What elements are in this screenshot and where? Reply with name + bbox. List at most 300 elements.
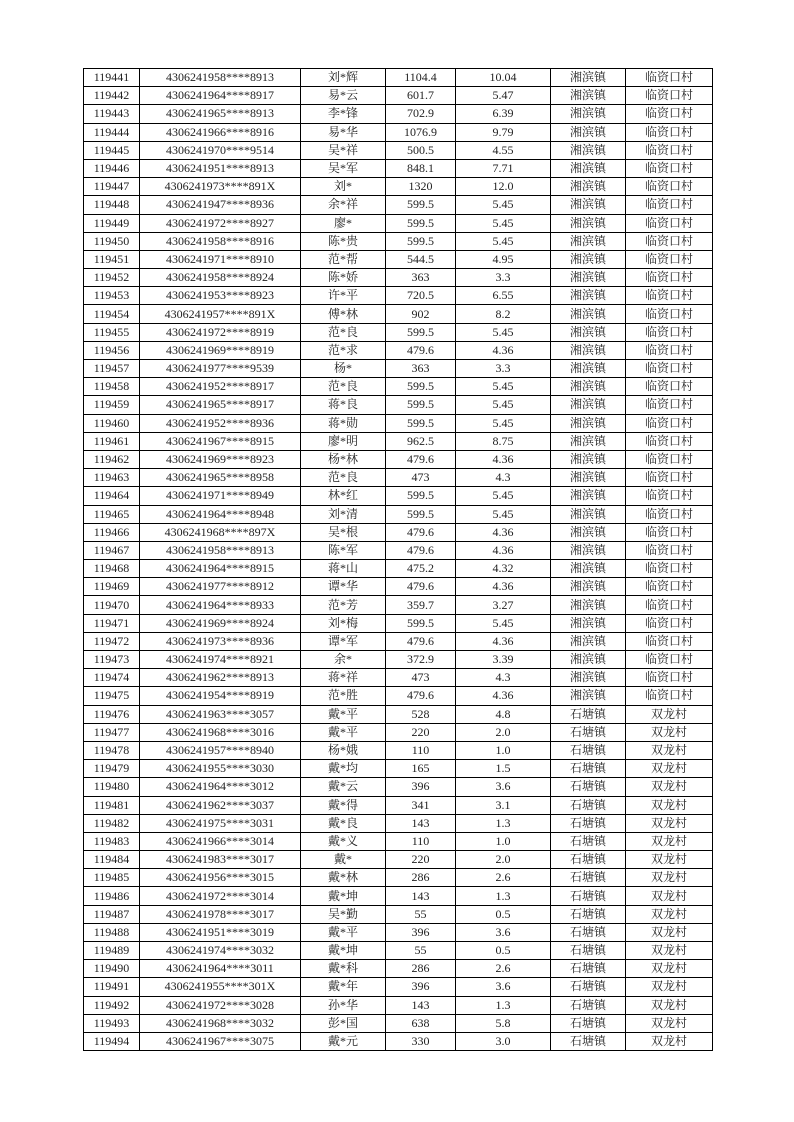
cell-town: 石塘镇: [551, 778, 626, 796]
table-row: [84, 178, 713, 196]
cell-row-number: 119488: [84, 923, 140, 941]
cell-village: 临资口村: [626, 141, 713, 159]
cell-area: 4.32: [456, 560, 551, 578]
cell-row-number: 119471: [84, 614, 140, 632]
cell-village: 临资口村: [626, 269, 713, 287]
cell-village: 临资口村: [626, 450, 713, 468]
cell-town: 湘滨镇: [551, 341, 626, 359]
cell-town: 湘滨镇: [551, 159, 626, 177]
cell-row-number: 119482: [84, 814, 140, 832]
cell-town: 湘滨镇: [551, 105, 626, 123]
table-row: [84, 269, 713, 287]
cell-area: 5.45: [456, 414, 551, 432]
cell-area: 0.5: [456, 905, 551, 923]
cell-area: 1.0: [456, 832, 551, 850]
cell-row-number: 119490: [84, 960, 140, 978]
cell-amount: 143: [386, 814, 456, 832]
cell-area: 1.3: [456, 887, 551, 905]
cell-town: 湘滨镇: [551, 578, 626, 596]
cell-id-number: 4306241969****8919: [140, 341, 301, 359]
cell-village: 双龙村: [626, 741, 713, 759]
cell-person-name: 谭*军: [301, 632, 386, 650]
cell-village: 双龙村: [626, 832, 713, 850]
cell-town: 石塘镇: [551, 851, 626, 869]
cell-town: 湘滨镇: [551, 469, 626, 487]
cell-id-number: 4306241972****3028: [140, 996, 301, 1014]
cell-town: 湘滨镇: [551, 523, 626, 541]
table-row: [84, 450, 713, 468]
cell-id-number: 4306241965****8958: [140, 469, 301, 487]
table-body: [84, 69, 713, 1051]
cell-row-number: 119470: [84, 596, 140, 614]
cell-row-number: 119462: [84, 450, 140, 468]
cell-amount: 902: [386, 305, 456, 323]
cell-village: 双龙村: [626, 705, 713, 723]
cell-row-number: 119468: [84, 560, 140, 578]
table-row: [84, 978, 713, 996]
cell-town: 石塘镇: [551, 705, 626, 723]
cell-row-number: 119459: [84, 396, 140, 414]
cell-amount: 143: [386, 887, 456, 905]
cell-person-name: 戴*平: [301, 723, 386, 741]
cell-village: 临资口村: [626, 687, 713, 705]
cell-area: 3.39: [456, 651, 551, 669]
cell-village: 临资口村: [626, 396, 713, 414]
cell-row-number: 119483: [84, 832, 140, 850]
cell-person-name: 范*求: [301, 341, 386, 359]
cell-village: 双龙村: [626, 923, 713, 941]
cell-amount: 599.5: [386, 214, 456, 232]
cell-row-number: 119486: [84, 887, 140, 905]
cell-row-number: 119460: [84, 414, 140, 432]
cell-id-number: 4306241955****3030: [140, 760, 301, 778]
table-row: [84, 851, 713, 869]
cell-id-number: 4306241967****3075: [140, 1032, 301, 1050]
table-row: [84, 814, 713, 832]
table-row: [84, 741, 713, 759]
cell-village: 临资口村: [626, 378, 713, 396]
cell-town: 石塘镇: [551, 723, 626, 741]
cell-village: 临资口村: [626, 596, 713, 614]
cell-id-number: 4306241972****8927: [140, 214, 301, 232]
table-row: [84, 832, 713, 850]
cell-town: 湘滨镇: [551, 287, 626, 305]
table-row: [84, 432, 713, 450]
cell-area: 5.45: [456, 505, 551, 523]
cell-village: 临资口村: [626, 305, 713, 323]
cell-row-number: 119456: [84, 341, 140, 359]
cell-town: 湘滨镇: [551, 123, 626, 141]
cell-village: 临资口村: [626, 469, 713, 487]
cell-village: 临资口村: [626, 87, 713, 105]
cell-id-number: 4306241952****8936: [140, 414, 301, 432]
cell-area: 6.39: [456, 105, 551, 123]
table-row: [84, 996, 713, 1014]
cell-person-name: 杨*: [301, 360, 386, 378]
cell-area: 1.5: [456, 760, 551, 778]
table-row: [84, 287, 713, 305]
cell-town: 湘滨镇: [551, 323, 626, 341]
cell-area: 2.0: [456, 723, 551, 741]
table-row: [84, 560, 713, 578]
table-row: [84, 396, 713, 414]
table-row: [84, 87, 713, 105]
cell-person-name: 陈*贵: [301, 232, 386, 250]
cell-area: 3.3: [456, 360, 551, 378]
cell-person-name: 范*帮: [301, 250, 386, 268]
cell-person-name: 吴*勤: [301, 905, 386, 923]
cell-amount: 396: [386, 978, 456, 996]
cell-person-name: 戴*平: [301, 923, 386, 941]
table-row: [84, 487, 713, 505]
cell-id-number: 4306241951****8913: [140, 159, 301, 177]
cell-row-number: 119489: [84, 942, 140, 960]
cell-person-name: 蒋*山: [301, 560, 386, 578]
cell-row-number: 119475: [84, 687, 140, 705]
cell-village: 双龙村: [626, 851, 713, 869]
cell-id-number: 4306241974****3032: [140, 942, 301, 960]
cell-town: 石塘镇: [551, 1014, 626, 1032]
cell-amount: 473: [386, 469, 456, 487]
cell-area: 9.79: [456, 123, 551, 141]
cell-amount: 599.5: [386, 505, 456, 523]
cell-person-name: 戴*林: [301, 869, 386, 887]
cell-amount: 1076.9: [386, 123, 456, 141]
table-row: [84, 632, 713, 650]
cell-village: 临资口村: [626, 178, 713, 196]
cell-person-name: 戴*元: [301, 1032, 386, 1050]
table-row: [84, 505, 713, 523]
cell-village: 临资口村: [626, 541, 713, 559]
cell-town: 湘滨镇: [551, 305, 626, 323]
cell-amount: 341: [386, 796, 456, 814]
table-row: [84, 578, 713, 596]
cell-amount: 702.9: [386, 105, 456, 123]
cell-town: 湘滨镇: [551, 178, 626, 196]
cell-town: 湘滨镇: [551, 669, 626, 687]
cell-area: 5.45: [456, 214, 551, 232]
cell-id-number: 4306241954****8919: [140, 687, 301, 705]
cell-amount: 479.6: [386, 687, 456, 705]
cell-town: 湘滨镇: [551, 414, 626, 432]
cell-area: 3.6: [456, 978, 551, 996]
cell-person-name: 谭*华: [301, 578, 386, 596]
table-row: [84, 596, 713, 614]
cell-person-name: 余*: [301, 651, 386, 669]
cell-town: 石塘镇: [551, 923, 626, 941]
cell-area: 4.36: [456, 687, 551, 705]
cell-person-name: 蒋*勋: [301, 414, 386, 432]
table-row: [84, 796, 713, 814]
cell-amount: 599.5: [386, 487, 456, 505]
cell-person-name: 戴*得: [301, 796, 386, 814]
cell-amount: 544.5: [386, 250, 456, 268]
cell-area: 4.3: [456, 469, 551, 487]
cell-person-name: 吴*军: [301, 159, 386, 177]
cell-amount: 599.5: [386, 378, 456, 396]
data-table: [83, 68, 713, 1051]
cell-person-name: 范*良: [301, 378, 386, 396]
cell-person-name: 傅*林: [301, 305, 386, 323]
cell-row-number: 119458: [84, 378, 140, 396]
cell-area: 1.3: [456, 814, 551, 832]
cell-amount: 110: [386, 832, 456, 850]
table-row: [84, 305, 713, 323]
cell-person-name: 蒋*良: [301, 396, 386, 414]
table-row: [84, 960, 713, 978]
cell-village: 临资口村: [626, 487, 713, 505]
cell-id-number: 4306241955****301X: [140, 978, 301, 996]
cell-id-number: 4306241964****8933: [140, 596, 301, 614]
cell-town: 湘滨镇: [551, 450, 626, 468]
table-row: [84, 869, 713, 887]
cell-row-number: 119442: [84, 87, 140, 105]
cell-amount: 479.6: [386, 632, 456, 650]
cell-village: 临资口村: [626, 614, 713, 632]
cell-amount: 479.6: [386, 341, 456, 359]
cell-id-number: 4306241962****3037: [140, 796, 301, 814]
cell-area: 2.0: [456, 851, 551, 869]
cell-area: 5.45: [456, 378, 551, 396]
cell-person-name: 余*祥: [301, 196, 386, 214]
cell-id-number: 4306241953****8923: [140, 287, 301, 305]
cell-town: 石塘镇: [551, 814, 626, 832]
cell-person-name: 杨*林: [301, 450, 386, 468]
cell-id-number: 4306241977****8912: [140, 578, 301, 596]
cell-area: 3.0: [456, 1032, 551, 1050]
cell-village: 双龙村: [626, 960, 713, 978]
cell-town: 湘滨镇: [551, 487, 626, 505]
table-row: [84, 323, 713, 341]
cell-town: 湘滨镇: [551, 69, 626, 87]
cell-person-name: 陈*娇: [301, 269, 386, 287]
cell-row-number: 119445: [84, 141, 140, 159]
cell-amount: 473: [386, 669, 456, 687]
cell-row-number: 119465: [84, 505, 140, 523]
cell-village: 临资口村: [626, 632, 713, 650]
cell-village: 临资口村: [626, 578, 713, 596]
cell-amount: 599.5: [386, 196, 456, 214]
cell-area: 4.8: [456, 705, 551, 723]
table-row: [84, 250, 713, 268]
table-row: [84, 123, 713, 141]
cell-row-number: 119463: [84, 469, 140, 487]
table-row: [84, 723, 713, 741]
table-row: [84, 469, 713, 487]
cell-person-name: 范*良: [301, 469, 386, 487]
table-row: [84, 214, 713, 232]
cell-town: 湘滨镇: [551, 541, 626, 559]
cell-village: 双龙村: [626, 1014, 713, 1032]
cell-id-number: 4306241972****8919: [140, 323, 301, 341]
cell-person-name: 林*红: [301, 487, 386, 505]
cell-id-number: 4306241969****8923: [140, 450, 301, 468]
cell-person-name: 范*芳: [301, 596, 386, 614]
cell-id-number: 4306241962****8913: [140, 669, 301, 687]
cell-row-number: 119480: [84, 778, 140, 796]
cell-person-name: 廖*: [301, 214, 386, 232]
cell-id-number: 4306241957****8940: [140, 741, 301, 759]
cell-id-number: 4306241964****3012: [140, 778, 301, 796]
cell-row-number: 119450: [84, 232, 140, 250]
cell-person-name: 戴*平: [301, 705, 386, 723]
cell-row-number: 119453: [84, 287, 140, 305]
cell-person-name: 戴*年: [301, 978, 386, 996]
cell-village: 双龙村: [626, 905, 713, 923]
cell-amount: 396: [386, 778, 456, 796]
cell-town: 石塘镇: [551, 1032, 626, 1050]
cell-village: 双龙村: [626, 760, 713, 778]
cell-id-number: 4306241970****9514: [140, 141, 301, 159]
cell-amount: 601.7: [386, 87, 456, 105]
cell-row-number: 119474: [84, 669, 140, 687]
cell-village: 临资口村: [626, 287, 713, 305]
table-row: [84, 232, 713, 250]
cell-row-number: 119449: [84, 214, 140, 232]
cell-amount: 479.6: [386, 541, 456, 559]
cell-area: 4.95: [456, 250, 551, 268]
table-row: [84, 687, 713, 705]
table-row: [84, 1032, 713, 1050]
cell-id-number: 4306241978****3017: [140, 905, 301, 923]
cell-town: 石塘镇: [551, 978, 626, 996]
cell-town: 湘滨镇: [551, 214, 626, 232]
cell-row-number: 119472: [84, 632, 140, 650]
cell-id-number: 4306241966****8916: [140, 123, 301, 141]
cell-amount: 363: [386, 360, 456, 378]
cell-village: 临资口村: [626, 341, 713, 359]
cell-area: 5.45: [456, 196, 551, 214]
table-row: [84, 141, 713, 159]
cell-id-number: 4306241968****897X: [140, 523, 301, 541]
table-row: [84, 196, 713, 214]
cell-town: 石塘镇: [551, 832, 626, 850]
cell-row-number: 119447: [84, 178, 140, 196]
cell-person-name: 刘*: [301, 178, 386, 196]
cell-person-name: 范*良: [301, 323, 386, 341]
cell-row-number: 119494: [84, 1032, 140, 1050]
cell-area: 4.36: [456, 450, 551, 468]
cell-village: 双龙村: [626, 996, 713, 1014]
cell-person-name: 刘*辉: [301, 69, 386, 87]
cell-town: 石塘镇: [551, 796, 626, 814]
cell-id-number: 4306241966****3014: [140, 832, 301, 850]
cell-id-number: 4306241957****891X: [140, 305, 301, 323]
cell-person-name: 李*锋: [301, 105, 386, 123]
table-row: [84, 341, 713, 359]
cell-town: 湘滨镇: [551, 632, 626, 650]
table-row: [84, 760, 713, 778]
cell-person-name: 许*平: [301, 287, 386, 305]
cell-person-name: 吴*祥: [301, 141, 386, 159]
cell-person-name: 范*胜: [301, 687, 386, 705]
cell-amount: 286: [386, 960, 456, 978]
cell-town: 湘滨镇: [551, 687, 626, 705]
table-row: [84, 541, 713, 559]
cell-amount: 638: [386, 1014, 456, 1032]
cell-id-number: 4306241971****8910: [140, 250, 301, 268]
cell-row-number: 119444: [84, 123, 140, 141]
cell-person-name: 易*云: [301, 87, 386, 105]
cell-person-name: 戴*科: [301, 960, 386, 978]
cell-town: 湘滨镇: [551, 560, 626, 578]
cell-row-number: 119485: [84, 869, 140, 887]
cell-id-number: 4306241973****8936: [140, 632, 301, 650]
cell-person-name: 彭*国: [301, 1014, 386, 1032]
cell-row-number: 119476: [84, 705, 140, 723]
cell-amount: 1104.4: [386, 69, 456, 87]
cell-area: 7.71: [456, 159, 551, 177]
cell-id-number: 4306241951****3019: [140, 923, 301, 941]
cell-id-number: 4306241965****8913: [140, 105, 301, 123]
cell-person-name: 杨*娥: [301, 741, 386, 759]
cell-area: 8.2: [456, 305, 551, 323]
cell-area: 4.3: [456, 669, 551, 687]
cell-person-name: 刘*清: [301, 505, 386, 523]
cell-row-number: 119481: [84, 796, 140, 814]
cell-amount: 720.5: [386, 287, 456, 305]
cell-town: 湘滨镇: [551, 614, 626, 632]
cell-row-number: 119457: [84, 360, 140, 378]
cell-village: 临资口村: [626, 323, 713, 341]
cell-person-name: 孙*华: [301, 996, 386, 1014]
cell-area: 3.3: [456, 269, 551, 287]
cell-row-number: 119454: [84, 305, 140, 323]
cell-area: 2.6: [456, 960, 551, 978]
cell-village: 双龙村: [626, 778, 713, 796]
cell-area: 4.36: [456, 523, 551, 541]
cell-row-number: 119478: [84, 741, 140, 759]
cell-id-number: 4306241974****8921: [140, 651, 301, 669]
cell-amount: 286: [386, 869, 456, 887]
cell-id-number: 4306241964****8948: [140, 505, 301, 523]
cell-person-name: 易*华: [301, 123, 386, 141]
cell-village: 临资口村: [626, 250, 713, 268]
cell-village: 临资口村: [626, 360, 713, 378]
cell-area: 3.27: [456, 596, 551, 614]
cell-area: 5.8: [456, 1014, 551, 1032]
cell-town: 石塘镇: [551, 887, 626, 905]
table-row: [84, 105, 713, 123]
cell-person-name: 蒋*祥: [301, 669, 386, 687]
cell-area: 3.1: [456, 796, 551, 814]
cell-village: 双龙村: [626, 942, 713, 960]
cell-village: 双龙村: [626, 723, 713, 741]
cell-area: 0.5: [456, 942, 551, 960]
cell-row-number: 119455: [84, 323, 140, 341]
cell-person-name: 戴*坤: [301, 942, 386, 960]
table-row: [84, 923, 713, 941]
table-row: [84, 360, 713, 378]
cell-person-name: 戴*云: [301, 778, 386, 796]
cell-village: 临资口村: [626, 651, 713, 669]
cell-area: 10.04: [456, 69, 551, 87]
cell-row-number: 119479: [84, 760, 140, 778]
cell-area: 5.47: [456, 87, 551, 105]
cell-village: 临资口村: [626, 232, 713, 250]
cell-id-number: 4306241964****8917: [140, 87, 301, 105]
cell-area: 4.36: [456, 341, 551, 359]
cell-id-number: 4306241958****8913: [140, 69, 301, 87]
cell-village: 临资口村: [626, 69, 713, 87]
cell-town: 湘滨镇: [551, 232, 626, 250]
cell-id-number: 4306241975****3031: [140, 814, 301, 832]
cell-area: 3.6: [456, 923, 551, 941]
cell-id-number: 4306241958****8924: [140, 269, 301, 287]
cell-amount: 599.5: [386, 323, 456, 341]
cell-amount: 528: [386, 705, 456, 723]
cell-person-name: 陈*军: [301, 541, 386, 559]
